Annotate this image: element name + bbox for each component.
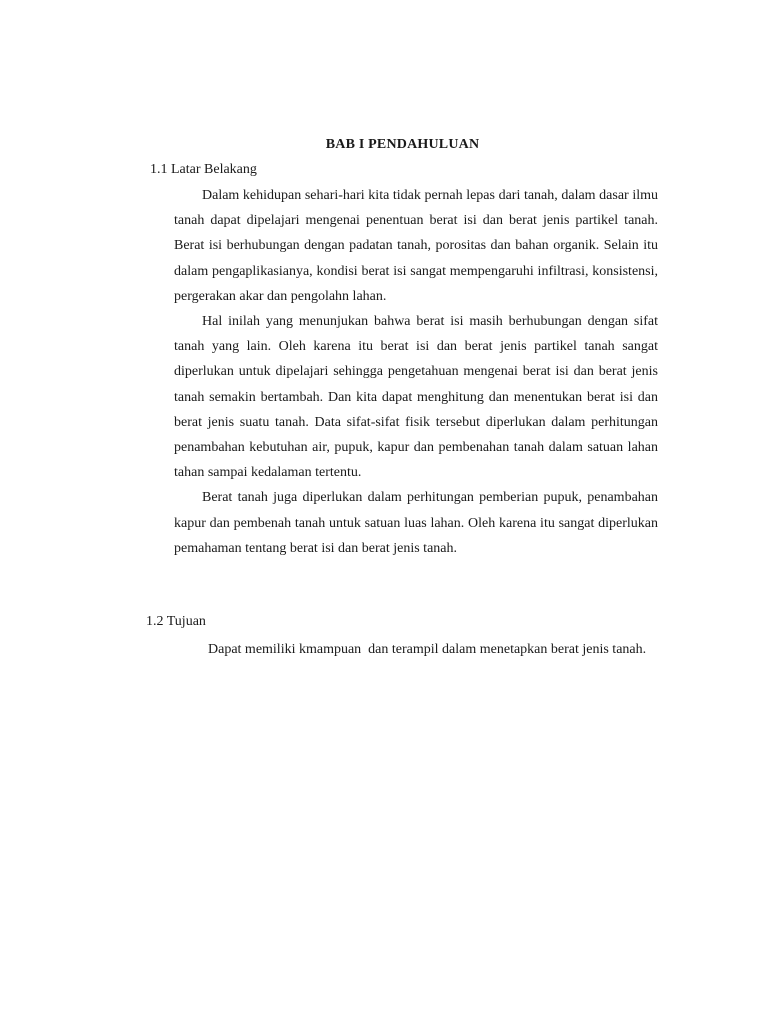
section-body-tujuan (146, 637, 658, 662)
paragraph: Dapat memiliki kmampuan dan terampil dalam menetapkan berat jenis tanah. (208, 642, 647, 657)
section-body-latar-belakang (174, 183, 658, 561)
paragraph: Hal inilah yang menunjukan bahwa berat isi masih berhubungan dengan sifat tanah yang lain. Oleh karena itu berat isi dan berat jenis partikel tanah sangat diperlukan untuk dipelajari sehingga pengetahuan mengenai berat isi dan berat jenis tanah semakin bertambah. Dan kita dapat menghitung dan menentukan berat isi dan berat jenis suatu tanah. Data sifat-sifat fisik tersebut diperlukan dalam perhitungan penambahan kebutuhan air, pupuk, kapur dan pembenahan tanah dalam satuan lahan tahan sampai kedalaman tertentu. (174, 314, 658, 481)
section-heading-latar-belakang: 1.1 Latar Belakang (150, 162, 257, 177)
section-heading-tujuan: 1.2 Tujuan (146, 614, 206, 629)
paragraph: Dalam kehidupan sehari-hari kita tidak pernah lepas dari tanah, dalam dasar ilmu tanah dapat dipelajari mengenai penentuan berat isi dan berat jenis partikel tanah. Berat isi berhubungan dengan padatan tanah, porositas dan bahan organik. Selain itu dalam pengaplikasianya, kondisi berat isi sangat mempengaruhi infiltrasi, konsistensi, pergerakan akar dan pengolahn lahan. (174, 188, 658, 304)
paragraph: Berat tanah juga diperlukan dalam perhitungan pemberian pupuk, penambahan kapur dan pembenah tanah untuk satuan luas lahan. Oleh karena itu sangat diperlukan pemahaman tentang berat isi dan berat jenis tanah. (174, 490, 658, 556)
chapter-title: BAB I PENDAHULUAN (325, 137, 480, 152)
